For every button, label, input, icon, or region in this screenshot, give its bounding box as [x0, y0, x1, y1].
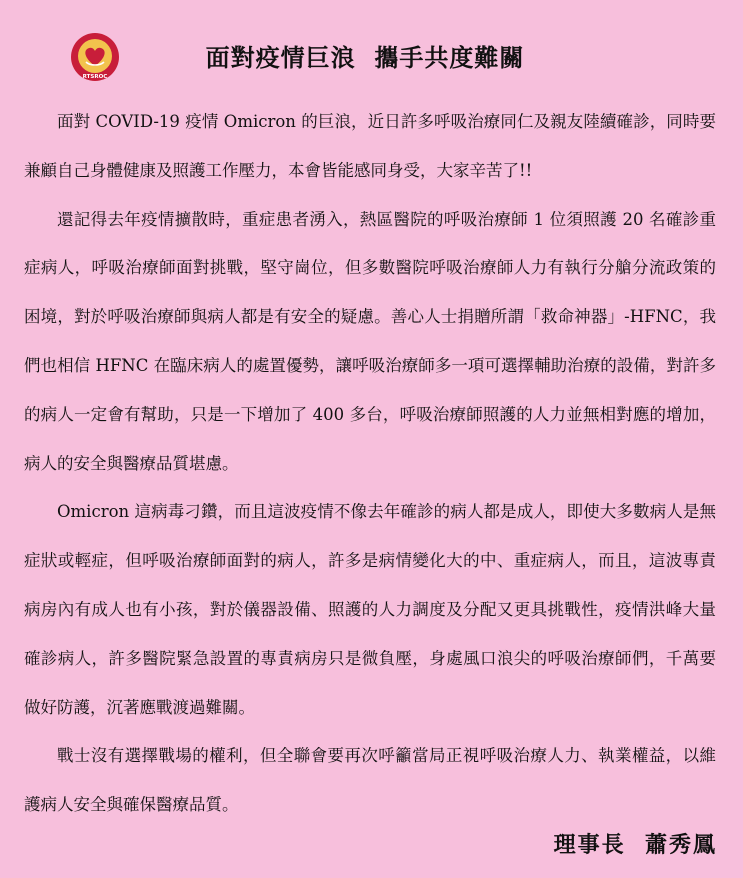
- logo-text: RTSROC: [82, 74, 108, 80]
- paragraph-1: 面對 COVID-19 疫情 Omicron 的巨浪，近日許多呼吸治療同仁及親友陸續確診，同時要兼顧自己身體健康及照護工作壓力，本會皆能感同身受，大家辛苦了!!: [24, 112, 716, 180]
- association-logo-icon: [70, 32, 120, 82]
- page-title: 面對疫情巨浪 攜手共度難關: [205, 44, 525, 72]
- document-header: [0, 26, 743, 86]
- logo-graphic: [70, 32, 120, 82]
- paragraph-4: 戰士沒有選擇戰場的權利，但全聯會要再次呼籲當局正視呼吸治療人力、執業權益，以維護病人安全與確保醫療品質。: [24, 746, 716, 815]
- paragraph-2: 還記得去年疫情擴散時，重症患者湧入，熱區醫院的呼吸治療師 1 位須照護 20 名確診重症病人，呼吸治療師面對挑戰，堅守崗位，但多數醫院呼吸治療師人力有執行分艙分流政策的困境，對於呼吸治療師與病人都是有安全的疑慮。善心人士捐贈所謂「救命神器」-HFNC，我們也相信 HFNC 在臨床病人的處置優勢，讓呼吸治療師多一項可選擇輔助治療的設備，對許多的病人一定會有幫助，只是一下增加了 400 多台，呼吸治療師照護的人力並無相對應的增加，病人的安全與醫療品質堪慮。: [24, 209, 716, 473]
- paragraph-3: Omicron 這病毒刁鑽，而且這波疫情不像去年確診的病人都是成人，即使大多數病人是無症狀或輕症，但呼吸治療師面對的病人，許多是病情變化大的中、重症病人，而且，這波專責病房內有成人也有小孩，對於儀器設備、照護的人力調度及分配又更具挑戰性，疫情洪峰大量確診病人，許多醫院緊急設置的專責病房只是微負壓，身處風口浪尖的呼吸治療師們，千萬要做好防護，沉著應戰渡過難關。: [24, 502, 716, 717]
- signature: 理事長 蕭秀鳳: [553, 833, 717, 858]
- letter-body: [24, 98, 716, 830]
